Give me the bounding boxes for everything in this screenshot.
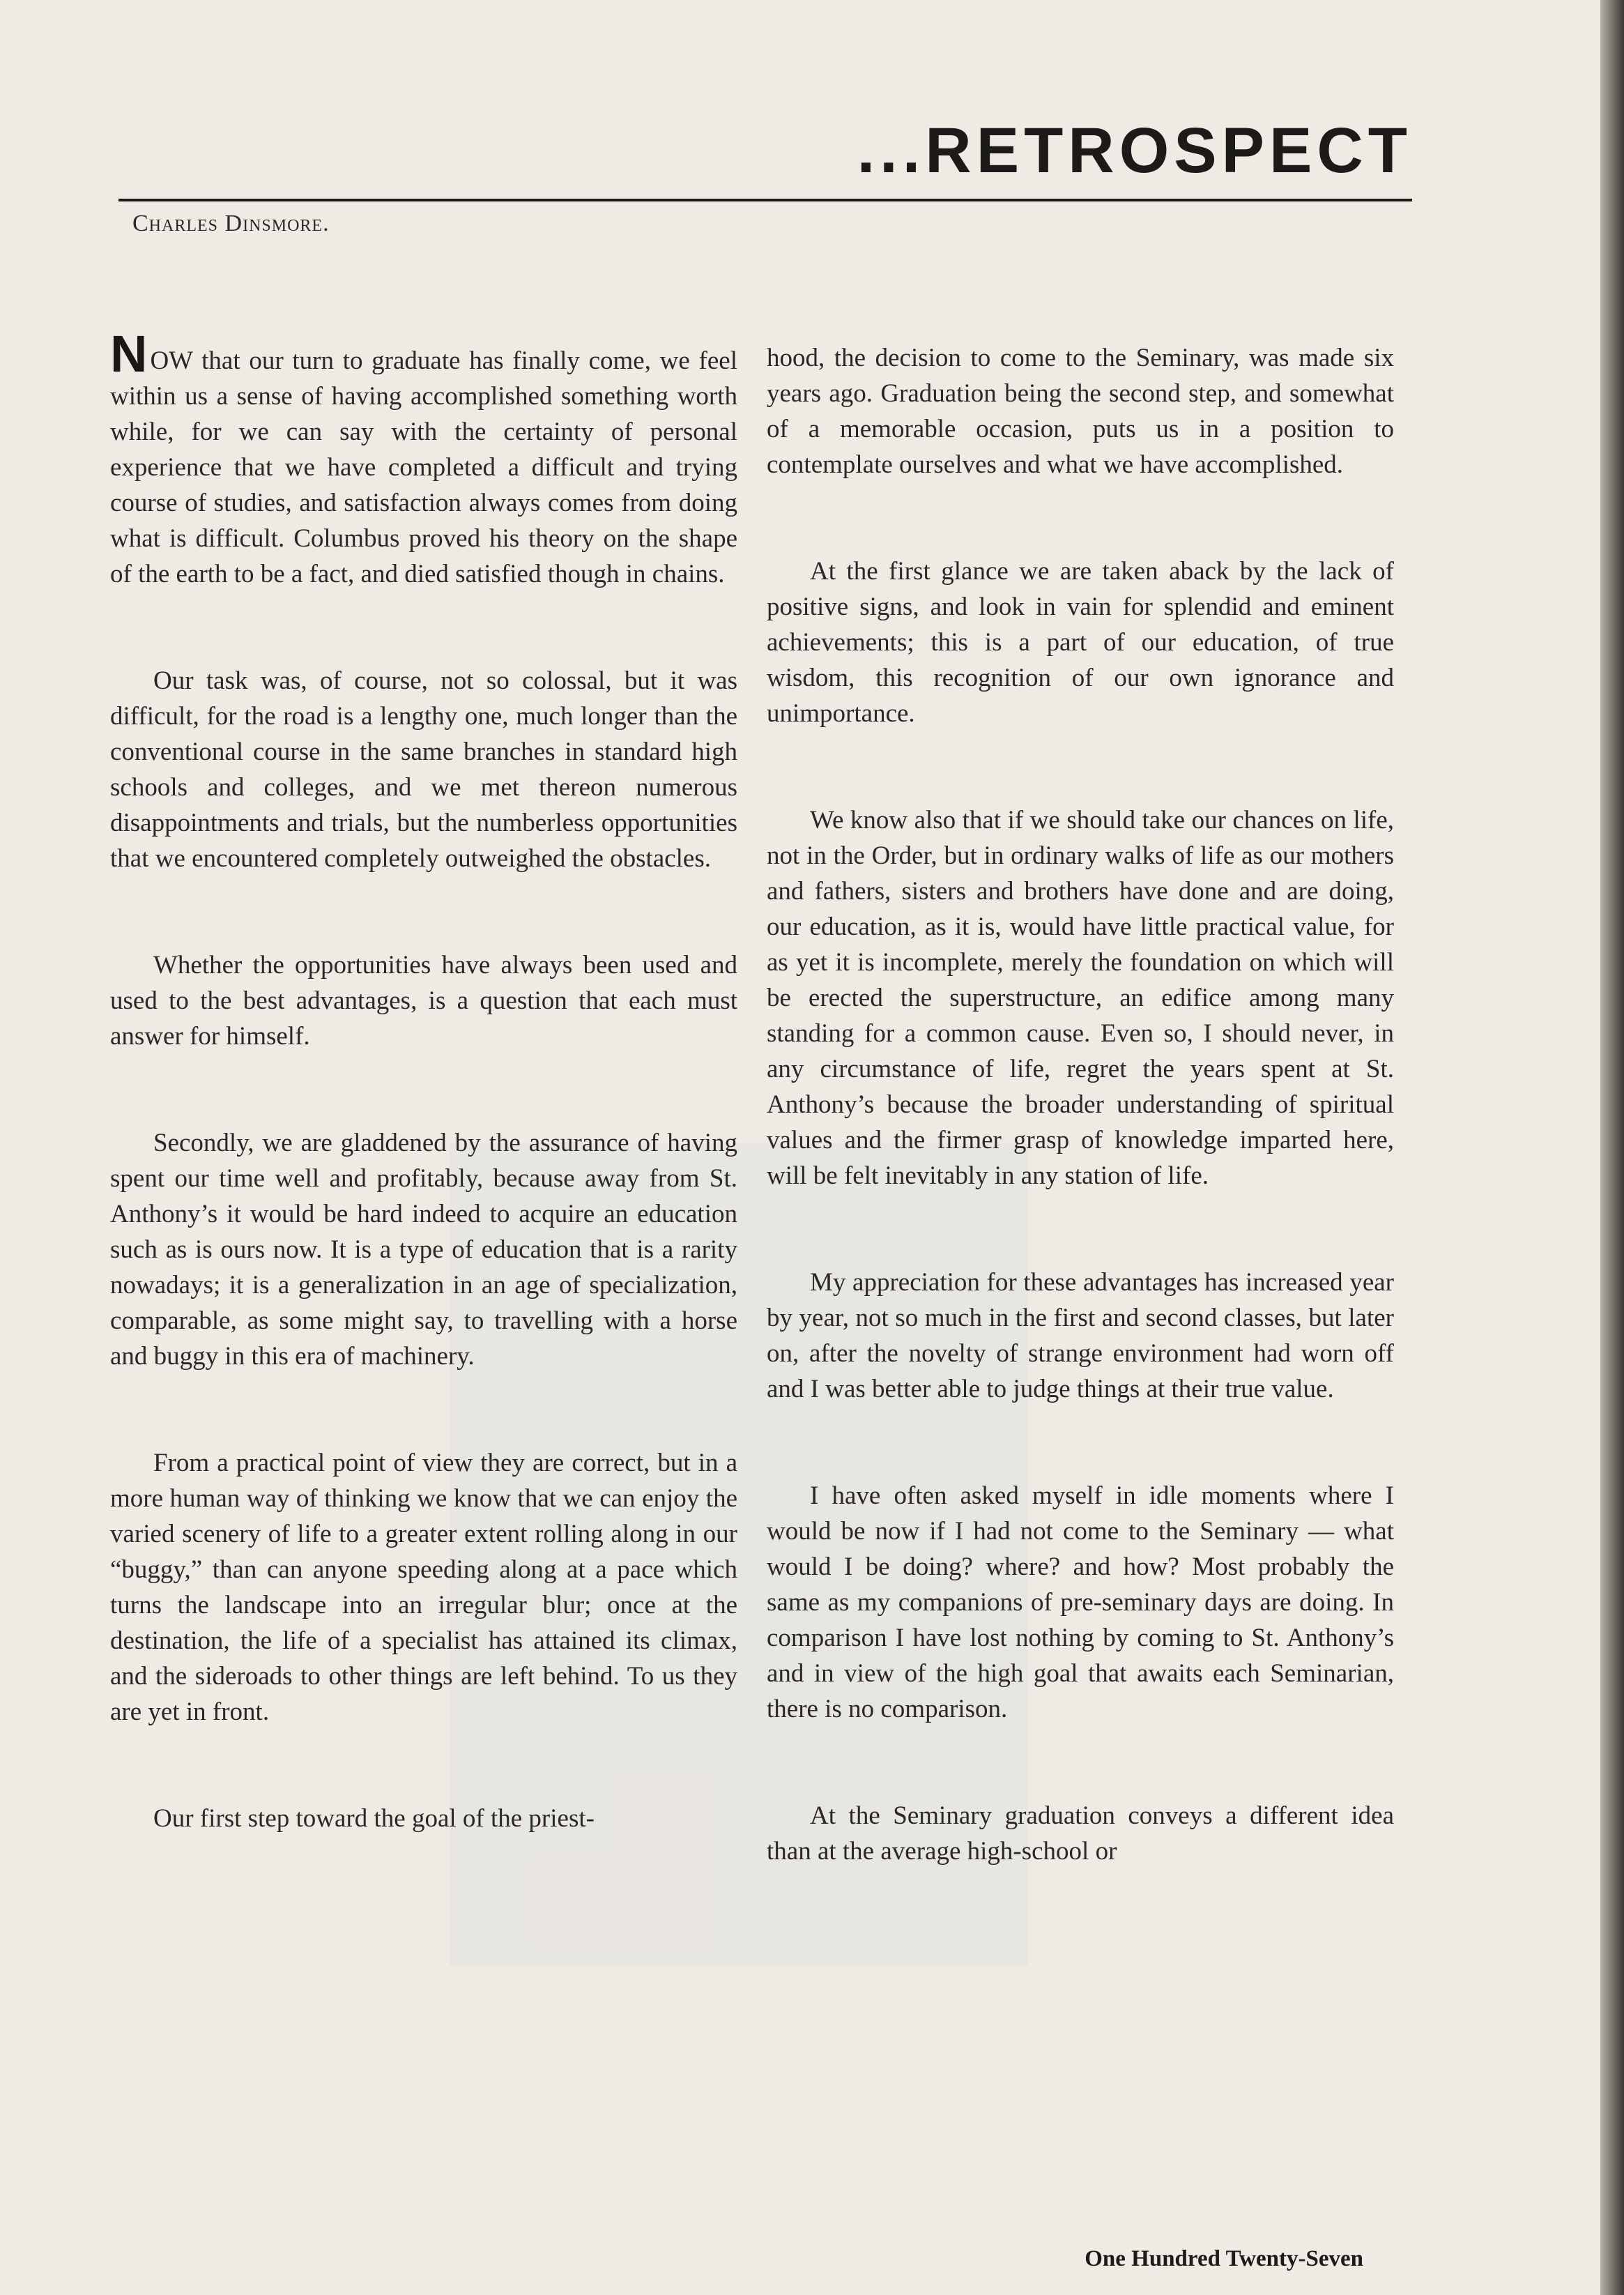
paragraph: At the first glance we are taken aback by the lack of positive signs, and look in vain for splendid and eminent achievements; this is a part of our education, of true wisdom, this recognition of our own ignorance and unimportance. [767,557,1394,728]
paragraph: Whether the opportunities have always been used and used to the best advantages, is a question that each must answer for himself. [110,951,737,1051]
left-column [110,325,737,1907]
paragraph: Our first step toward the goal of the priest- [153,1804,595,1833]
paragraph: Our task was, of course, not so colossal, but it was difficult, for the road is a lengthy one, much longer than the conventional course in the same branches in standard high schools and colleges, and we met thereon numerous disappointments and trials, but the numberless opportunities that we encountered completely outweighed the obstacles. [110,666,737,873]
paragraph: At the Seminary graduation conveys a different idea than at the average high-school or [767,1801,1394,1866]
page-number: One Hundred Twenty-Seven [1085,2246,1363,2271]
paragraph: My appreciation for these advantages has increased year by year, not so much in the first and second classes, but later on, after the novelty of strange environment had worn off and I was better able to judge things at their true value. [767,1268,1394,1403]
page-title: ...RETROSPECT [857,115,1412,186]
paragraph-text: OW that our turn to graduate has finally come, we feel within us a sense of having accomplished something worth while, for we can say with the certainty of personal experience that we have completed a difficult and trying course of studies, and satisfaction always comes from doing what is difficult. Columbus proved his theory on the shape of the earth to be a fact, and died satisfied though in chains. [110,346,737,588]
paragraph: Secondly, we are gladdened by the assurance of having spent our time well and profitably, because away from St. Anthony’s it would be hard indeed to acquire an education such as is ours now. It is a type of education that is a rarity nowadays; it is a generalization in an age of specialization, comparable, as some might say, to travelling with a horse and buggy in this era of machinery. [110,1129,737,1371]
author-name: Charles Dinsmore. [132,211,330,236]
right-column [767,340,1394,1940]
paragraph: From a practical point of view they are correct, but in a more human way of thinking we know that we can enjoy the varied scenery of life to a greater extent rolling along in our “buggy,” than can anyone speeding along at a pace which turns the landscape into an irregular blur; once at the destination, the life of a specialist has attained its climax, and the sideroads to other things are left behind. To us they are yet in front. [110,1449,737,1726]
title-rule [118,199,1412,201]
drop-cap: N [110,325,148,383]
page-edge-shadow [1600,0,1624,2295]
paragraph [110,325,737,592]
paragraph: hood, the decision to come to the Seminary, was made six years ago. Graduation being the second step, and somewhat of a memorable occasion, puts us in a position to contemplate ourselves and what we have accomplished. [767,344,1394,479]
paragraph: We know also that if we should take our chances on life, not in the Order, but in ordinary walks of life as our mothers and fathers, sisters and brothers have done and are doing, our education, as it is, would have little practical value, for as yet it is incomplete, merely the foundation on which will be erected the superstructure, an edifice among many standing for a common cause. Even so, I should never, in any circumstance of life, regret the years spent at St. Anthony’s because the broader understanding of spiritual values and the firmer grasp of knowledge imparted here, will be felt inevitably in any station of life. [767,806,1394,1190]
paragraph: I have often asked myself in idle moments where I would be now if I had not come to the Seminary — what would I be doing? where? and how? Most probably the same as my companions of pre-seminary days are doing. In comparison I have lost nothing by coming to St. Anthony’s and in view of the high goal that awaits each Seminarian, there is no comparison. [767,1481,1394,1723]
